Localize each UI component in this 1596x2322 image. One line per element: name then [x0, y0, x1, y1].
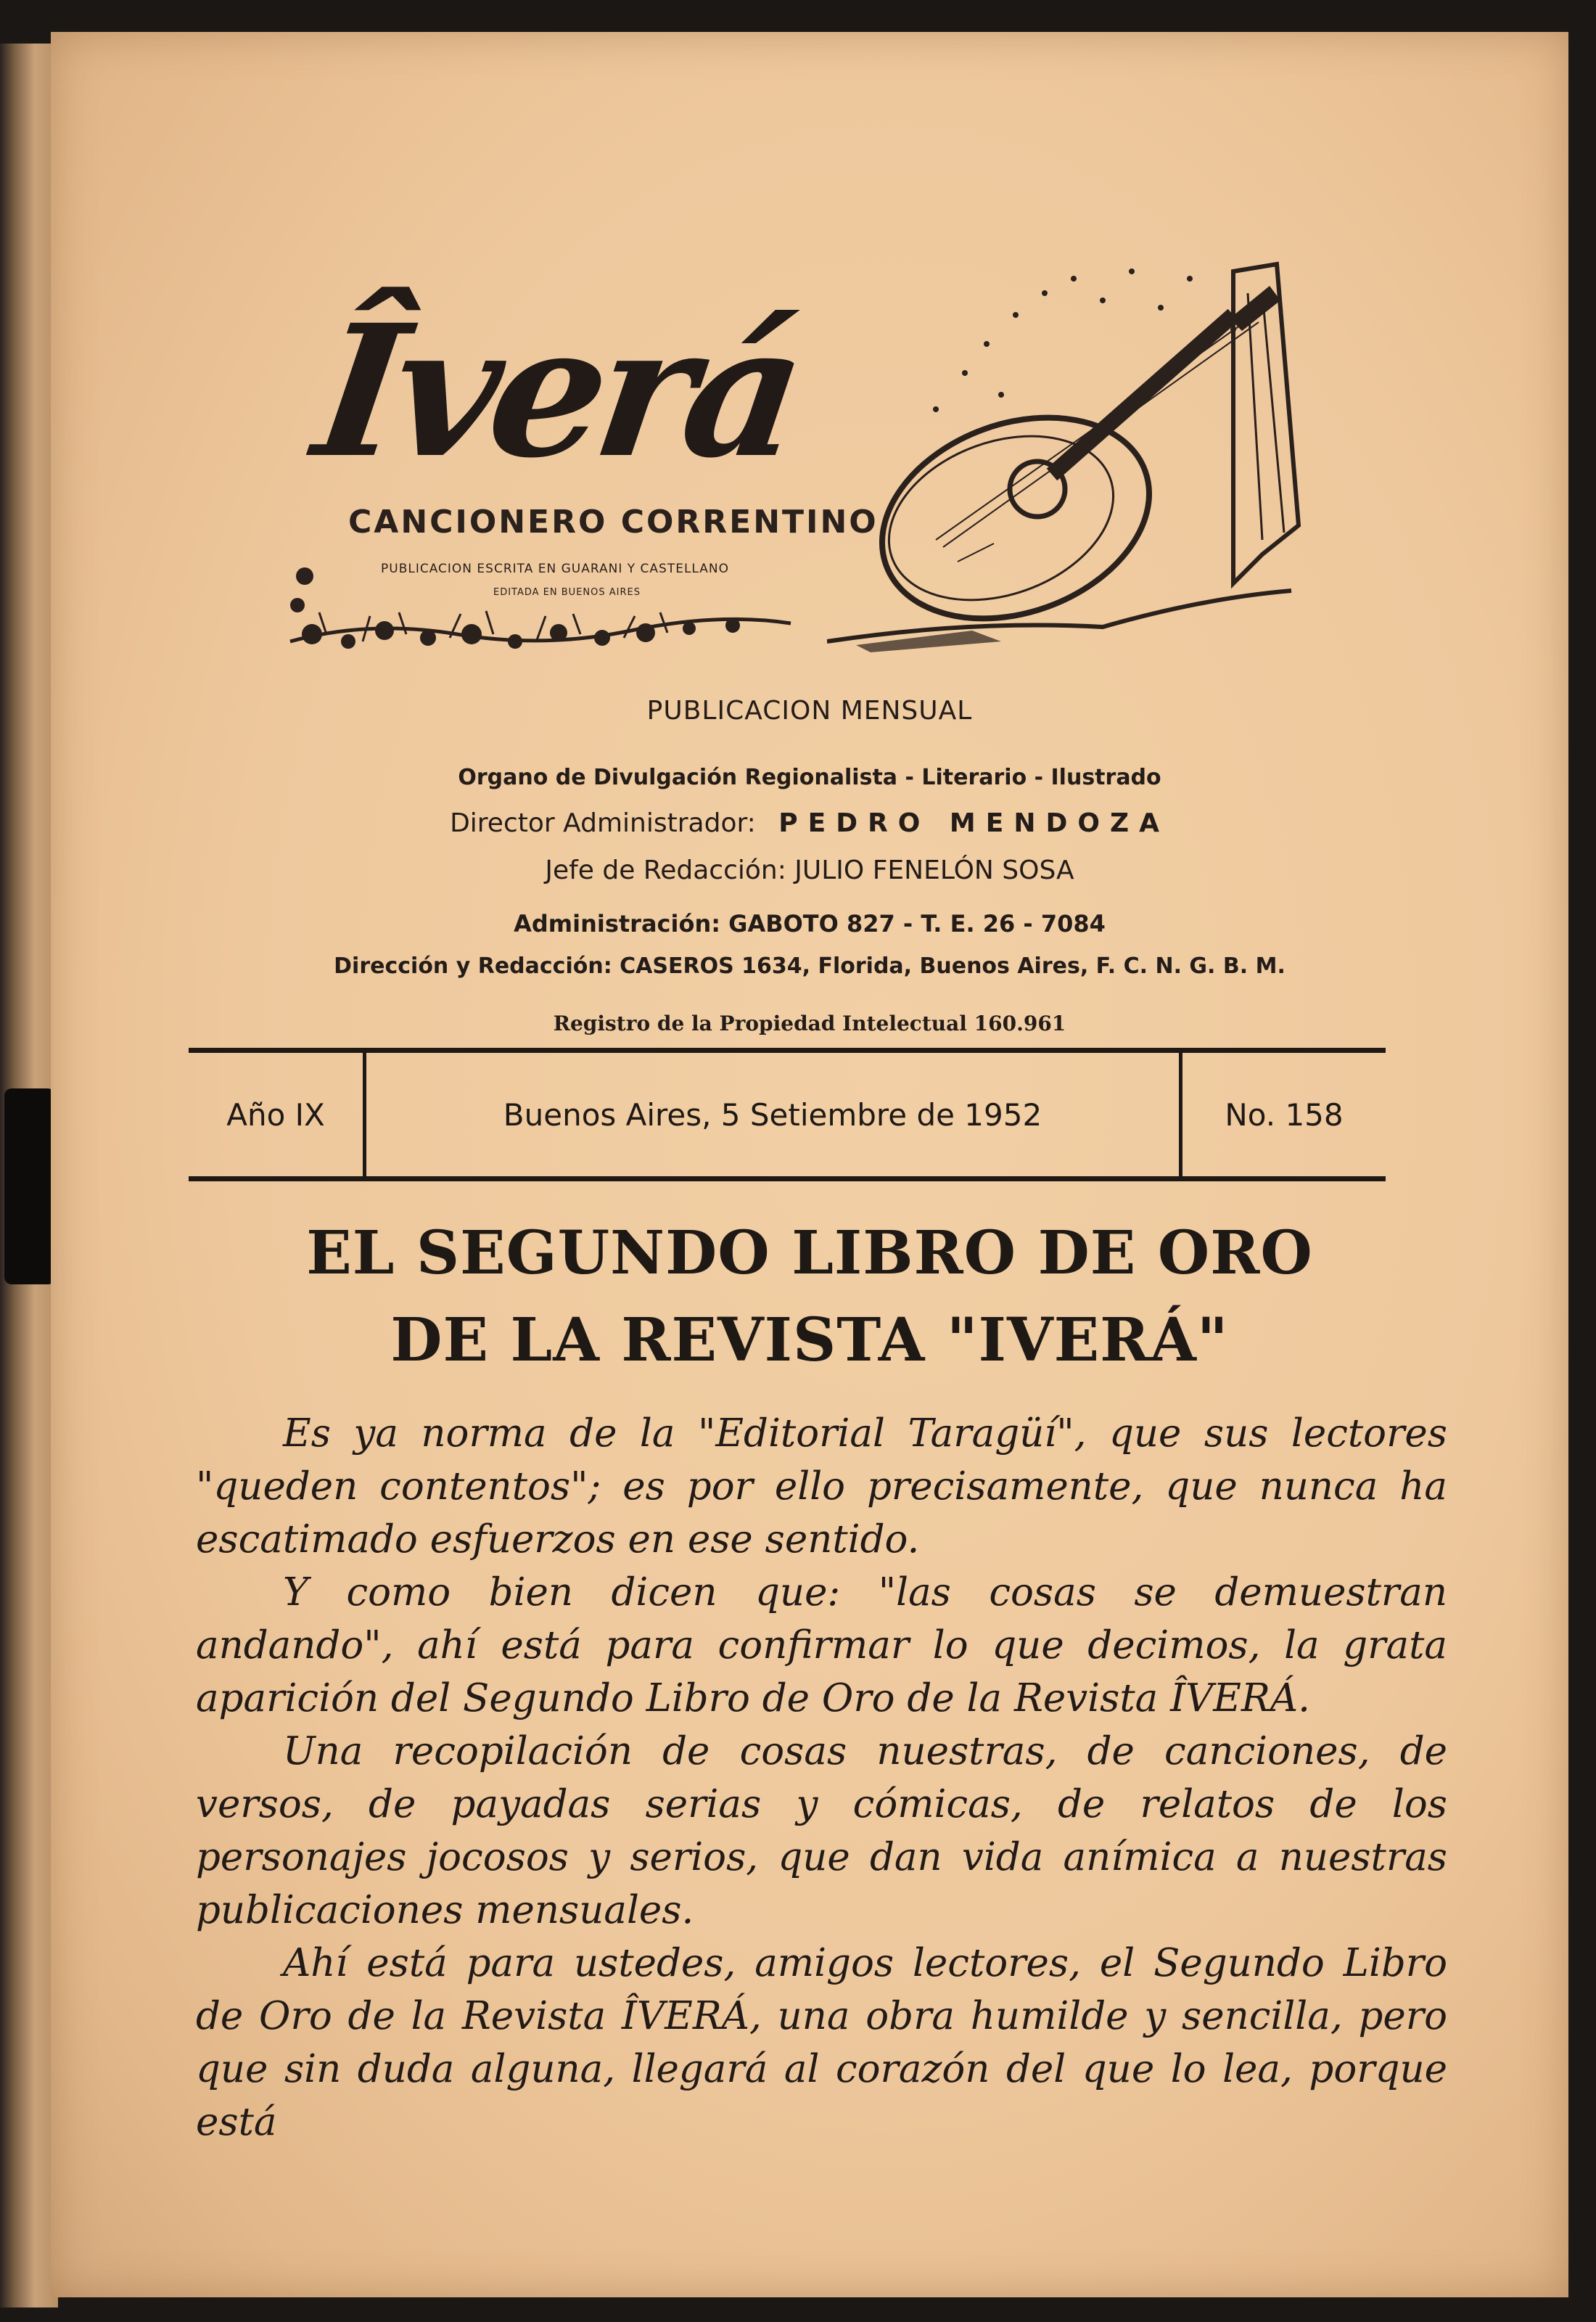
article-headline-line-2: DE LA REVISTA "IVERÁ" — [390, 1305, 1229, 1375]
director-label: Director Administrador: — [450, 808, 756, 838]
director-line — [51, 808, 1568, 838]
director-name: PEDRO MENDOZA — [778, 808, 1169, 838]
issue-number: No. 158 — [1225, 1096, 1344, 1133]
article-paragraph: Ahí está para ustedes, amigos lectores, el Segundo Libro de Oro de la Revista ÎVERÁ, una obra humilde y sencilla, pero que sin duda alguna, llegará al corazón del que lo lea, porque está — [196, 1941, 1447, 2144]
issue-place-date: Buenos Aires, 5 Setiembre de 1952 — [366, 1053, 1182, 1176]
publication-frequency: PUBLICACION MENSUAL — [646, 696, 973, 726]
article-paragraph: Una recopilación de cosas nuestras, de canciones, de versos, de payadas serias y cómicas, de relatos de los personajes jocosos y serios, que dan vida anímica a nuestras publicaciones mensuales. — [196, 1729, 1447, 1932]
masthead-description: PUBLICACION ESCRITA EN GUARANI Y CASTELLANO — [381, 562, 730, 576]
masthead-title: Îverá — [304, 284, 810, 498]
masthead-edited-in: EDITADA EN BUENOS AIRES — [493, 587, 641, 598]
issue-dateline — [189, 1048, 1386, 1181]
article-body — [196, 1407, 1447, 2149]
organ-line: Organo de Divulgación Regionalista - Literario - Ilustrado — [458, 765, 1161, 790]
administration-line: Administración: GABOTO 827 - T. E. 26 - 7084 — [514, 910, 1106, 938]
address-line: Dirección y Redacción: CASEROS 1634, Florida, Buenos Aires, F. C. N. G. B. M. — [334, 953, 1286, 979]
article-headline-line-1: EL SEGUNDO LIBRO DE ORO — [306, 1218, 1313, 1288]
article-paragraph: Y como bien dicen que: "las cosas se demuestran andando", ahí está para confirmar lo que decimos, la grata aparición del Segundo Libro de Oro de la Revista ÎVERÁ. — [196, 1570, 1447, 1720]
flower-ornament-icon — [283, 533, 805, 663]
article-paragraph: Es ya norma de la "Editorial Taragüí", que sus lectores "queden contentos"; es por ello precisamente, que nunca ha escatimado esfuerzos en ese sentido. — [196, 1411, 1447, 1562]
issue-year: Año IX — [189, 1053, 366, 1176]
masthead-logo — [304, 284, 914, 511]
registry-line: Registro de la Propiedad Intelectual 160.961 — [553, 1012, 1066, 1035]
editor-line: Jefe de Redacción: JULIO FENELÓN SOSA — [545, 856, 1074, 885]
guitar-illustration-icon — [827, 250, 1335, 656]
binding-hole — [4, 1088, 55, 1284]
masthead-subtitle: CANCIONERO CORRENTINO — [348, 504, 879, 541]
scanned-page — [51, 32, 1568, 2297]
